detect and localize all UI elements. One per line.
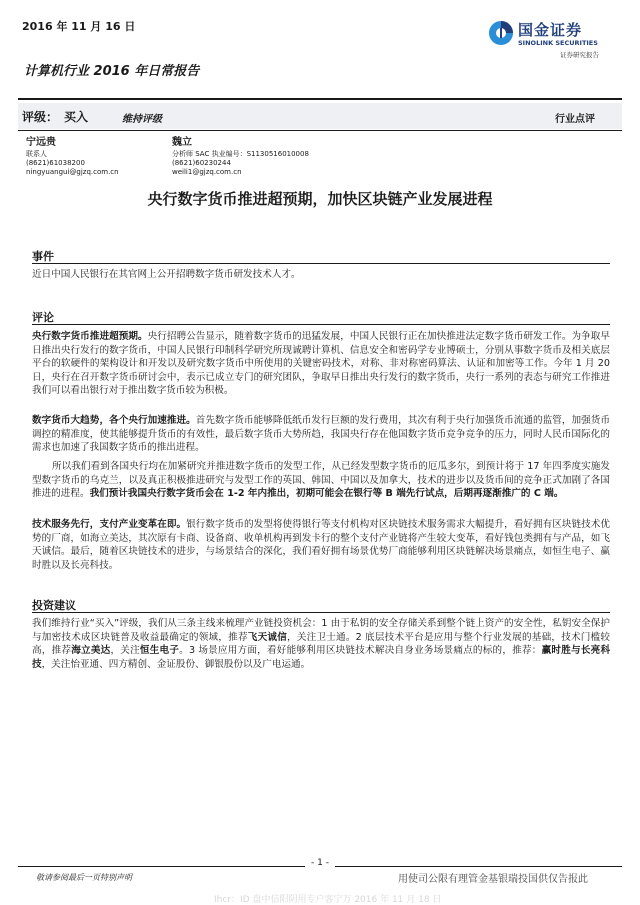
comment-paragraph-4 — [32, 518, 610, 572]
advice-paragraph — [32, 617, 610, 671]
paragraph-lead: 央行数字货币推进超预期。 — [32, 331, 148, 342]
paragraph-body: ，关注卫士通。2 底层技术平台是应用与整个行业发展的基础，技术门槛较高，推荐 — [32, 631, 611, 657]
event-paragraph: 近日中国人民银行在其官网上公开招聘数字货币研发技术人才。 — [32, 269, 301, 280]
section-title-comment: 评论 — [32, 311, 54, 324]
rating-label: 评级： — [22, 110, 59, 124]
report-type-tag: 行业点评 — [555, 114, 595, 125]
stock-recommendation: 飞天诚信 — [247, 631, 288, 643]
paragraph-body: ，关注 — [110, 645, 140, 657]
section-title-advice: 投资建议 — [32, 599, 76, 612]
analyst-phone: (8621)60230244 — [172, 159, 231, 167]
stock-recommendation: 海立美达 — [71, 645, 111, 657]
paragraph-lead: 技术服务先行，支付产业变革在即。 — [32, 519, 187, 530]
paragraph-body: 央行招聘公告显示，随着数字货币的迅猛发展，中国人民银行正在加快推进法定数字货币研发工作。为争取早日推出央行发行的数字货币，中国人民银行印制科学研究所现诚聘计算机、信息安全和密码学专业博硕士，分别从事数字货币及相关底层平台的软硬件的架构设计和开发以及研究数字货币中所使用的关键密码技术，对称、非对称密码算法、认证和加密等工作。今年 1 月 20 日，央行在召开数字货币研讨会中，表示已成立专门的研究团队，争取早日推出央行发行的数字货币，央行一系列的表态与研究工作推进我们可以看出银行对于推出数字货币较为积极。 — [32, 331, 610, 397]
stock-recommendation: 恒生电子 — [139, 645, 180, 657]
analyst-email[interactable]: ningyuangui@gjzq.com.cn — [26, 168, 119, 176]
rating-value: 买入 — [64, 110, 89, 124]
paragraph-highlight: 我们预计我国央行数字货币会在 1-2 年内推出，初期可能会在银行等 B 端先行试点，后期再逐渐推广的 C 端。 — [89, 488, 564, 500]
section-divider — [32, 263, 610, 264]
header-divider — [18, 98, 622, 100]
analyst-card — [26, 136, 119, 177]
page-number — [0, 858, 640, 868]
section-divider — [32, 612, 610, 613]
page-number-text: - 1 - — [305, 858, 335, 868]
report-date: 2016 年 11 月 16 日 — [22, 20, 136, 33]
paragraph-body: 。3 场景应用方面，看好能够利用区块链技术解决自身业务场景痛点的标的，推荐： — [179, 645, 542, 657]
analyst-role: 联系人 — [26, 150, 47, 158]
comment-paragraph-2 — [32, 414, 610, 455]
analyst-phone: (8621)61038200 — [26, 159, 85, 167]
paragraph-body: 我们维持行业“买入”评级，我们从三条主线来梳理产业链投资机会：1 由于私钥的安全存储关系到整个链上资产的安全性，私钥安全保护与加密技术成区块链普及收益最确定的领域，推荐 — [32, 618, 610, 643]
analyst-role: 分析师 SAC 执业编号：S1130516010008 — [172, 150, 309, 158]
paragraph-body: 银行数字货币的发型将使得银行等支付机构对区块链技术服务需求大幅提升，看好拥有区块链技术优势的厂商，如海立美达，其次原有卡商、设备商、收单机构再到发卡行的整个支付产业链将产生较大变革，看好钱包类拥有与产品，如飞天诚信。最后，随着区块链技术的进步，与场景结合的深化，我们看好拥有场景优势厂商能够利用区块链解决场景痛点，如恒生电子、赢时胜以及长亮科技。 — [32, 519, 611, 571]
footer-disclaimer: 敬请参阅最后一页特别声明 — [36, 873, 132, 882]
report-headline: 央行数字货币推进超预期，加快区块链产业发展进程 — [147, 190, 493, 208]
paragraph-body: ，关注怡亚通、四方精创、金证股份、御银股份以及广电运通。 — [41, 658, 311, 670]
paragraph-body: 首先数字货币能够降低纸币发行巨额的发行费用，其次有利于央行加强货币流通的监管，加强货币调控的精准度，使其能够提升货币的有效性，最后数字货币大势所趋，我国央行存在他国数字货币竞争竞争的压力，同时人民币国际化的需求也加速了我国数字货币的推出进程。 — [32, 415, 611, 454]
logo-subtitle: 证券研究报告 — [560, 51, 599, 59]
logo-name-cn: 国金证券 — [518, 21, 583, 39]
comment-paragraph-3 — [32, 460, 610, 501]
rating-maintain: 维持评级 — [122, 114, 162, 125]
analyst-name: 魏立 — [172, 137, 192, 148]
rating-bar — [18, 103, 622, 129]
stock-recommendation: 赢时胜与长亮科技 — [32, 645, 611, 670]
analyst-card — [172, 136, 309, 177]
comment-paragraph-1 — [32, 330, 610, 398]
analyst-email[interactable]: weili1@gjzq.com.cn — [172, 168, 242, 176]
section-divider — [32, 324, 610, 325]
rating-divider — [18, 130, 622, 131]
faded-watermark: Ihcr：ID 盘中信阳阴用专户客宁万 2016 年 11 月 18 日 — [214, 895, 442, 905]
logo-mark-icon — [488, 20, 514, 46]
company-logo — [488, 19, 618, 63]
paragraph-body: 所以我们看到各国央行均在加紧研究并推进数字货币的发型工作，从已经发型数字货币的厄瓜多尔，到预计将于 17 年四季度实施发型数字货币的乌克兰，以及真正积极推进研究与发型工作的英国、韩国、中国以及加拿大，技术的进步以及货币间的竞争正式加剧了各国推进的进程。 — [32, 461, 610, 500]
footer-watermark: 用使司公限有理管金基银瑞投国供仅告报此 — [398, 874, 588, 885]
logo-name-en: SINOLINK SECURITIES — [518, 39, 598, 47]
analyst-name: 宁远贵 — [26, 137, 56, 148]
section-title-event: 事件 — [32, 250, 54, 263]
report-series-title: 计算机行业 2016 年日常报告 — [24, 64, 200, 79]
paragraph-lead: 数字货币大趋势，各个央行加速推进。 — [32, 415, 196, 426]
